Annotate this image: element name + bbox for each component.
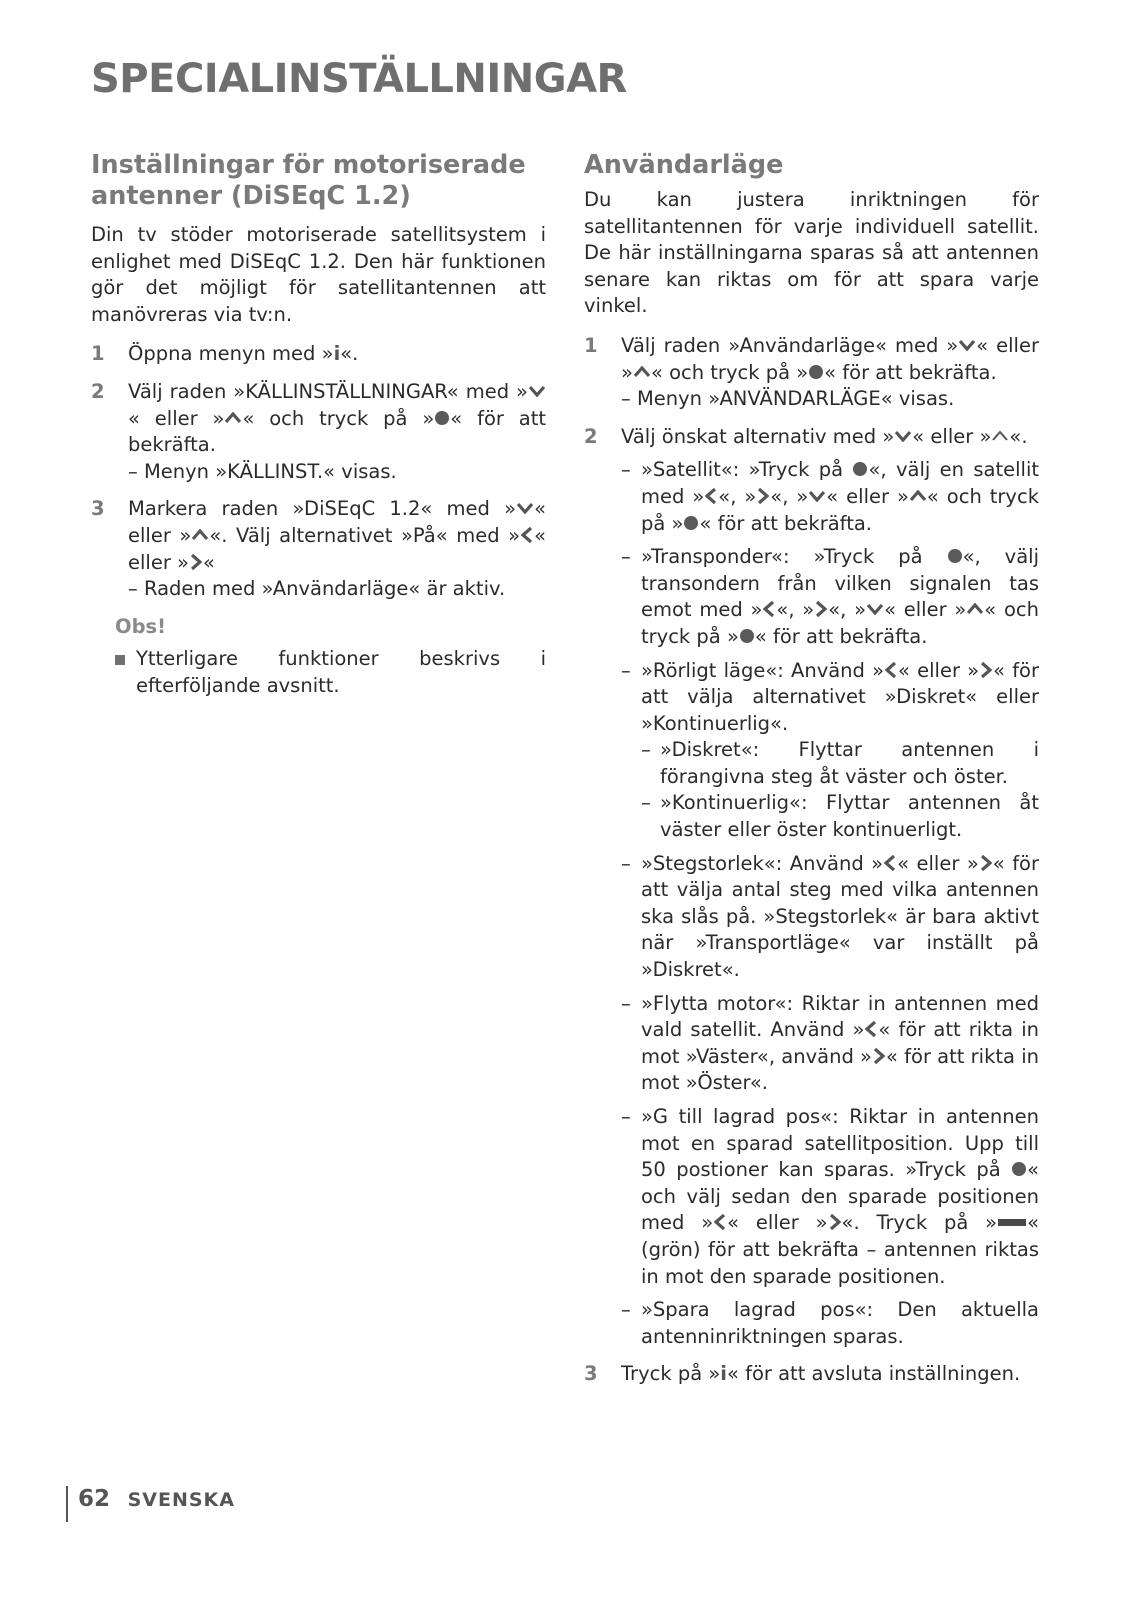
chevron-right-icon: [980, 662, 992, 678]
option-kontinuerlig: – »Kontinuerlig«: Flyttar antennen åt väster eller öster kontinuerligt.: [641, 791, 1039, 842]
option-transponder: – »Transponder«: »Tryck på «, välj transondern från vilken signalen tas emot med » «, » «, » « eller » « och tryck på » « för att bekräfta.: [621, 545, 1039, 648]
page-title: SPECIALINSTÄLLNINGAR: [91, 56, 627, 102]
option-flytta-motor: – »Flytta motor«: Riktar in antennen med vald satellit. Använd » « för att rikta in mot »Väster«, använd » « för att rikta in mot »Öster«.: [621, 991, 1039, 1095]
chevron-up-icon: [910, 490, 926, 502]
chevron-right-icon: [757, 488, 769, 504]
step-text: Öppna menyn med »i«.: [128, 342, 359, 366]
chevron-left-icon: [521, 527, 533, 543]
chevron-down-icon: [529, 385, 545, 397]
note-text: Ytterligare funktioner beskrivs i efterföljande avsnitt.: [136, 647, 546, 697]
square-bullet-icon: [115, 655, 125, 665]
right-column: [584, 150, 1039, 1399]
ok-circle-icon: [853, 462, 867, 476]
chevron-up-icon: [192, 529, 208, 541]
step-2: [91, 379, 546, 485]
chevron-down-icon: [809, 490, 825, 502]
green-button-icon: [998, 1219, 1026, 1226]
option-diskret: – »Diskret«: Flyttar antennen i förangivna steg åt väster och öster.: [641, 738, 1039, 788]
step-text: Tryck på »i« för att avsluta inställningen.: [621, 1362, 1021, 1386]
step-result: – Menyn »KÄLLINST.« visas.: [128, 459, 397, 483]
chevron-left-icon: [884, 855, 896, 871]
chevron-left-icon: [865, 1021, 877, 1037]
ok-circle-icon: [435, 411, 449, 425]
step-3: [584, 1361, 1039, 1388]
step-number: 3: [91, 497, 105, 521]
chevron-right-icon: [829, 1214, 841, 1230]
language-label: SVENSKA: [127, 1489, 235, 1511]
ok-circle-icon: [809, 365, 823, 379]
ok-circle-icon: [948, 549, 962, 563]
chevron-up-icon: [225, 412, 241, 424]
step-1: [91, 341, 546, 368]
step-2: [584, 424, 1039, 1351]
step-result: – Menyn »ANVÄNDARLÄGE« visas.: [621, 387, 955, 411]
chevron-right-icon: [190, 554, 202, 570]
intro-paragraph: Din tv stöder motoriserade satellitsystem i enlighet med DiSEqC 1.2. Den här funktionen gör det möjligt för satellitantennen att manövreras via tv:n.: [91, 223, 546, 326]
step-number: 1: [584, 333, 598, 357]
note-item: [91, 646, 546, 699]
option-stegstorlek: – »Stegstorlek«: Använd » « eller » « för att välja antal steg med vilka antennen ska slås på. »Stegstorlek« är bara aktivt när »Transportläge« var inställt på »Diskret«.: [621, 851, 1040, 982]
chevron-up-icon: [634, 366, 650, 378]
chevron-up-icon: [967, 603, 983, 615]
section-heading-diseqc: Inställningar för motoriserade antenner (DiSEqC 1.2): [91, 150, 526, 211]
ok-circle-icon: [1012, 1162, 1026, 1176]
chevron-right-icon: [980, 855, 992, 871]
left-column: [91, 150, 546, 700]
step-number: 1: [91, 342, 105, 366]
chevron-down-icon: [517, 502, 533, 514]
intro-paragraph: Du kan justera inriktningen för satellitantennen för varje individuell satellit. De här inställningarna sparas så att antennen senare kan riktas om för att spara varje vinkel.: [584, 188, 1039, 318]
chevron-right-icon: [815, 601, 827, 617]
step-number: 2: [584, 424, 598, 448]
step-number: 3: [584, 1362, 598, 1386]
page-footer: [66, 1486, 235, 1522]
info-icon: i: [720, 1362, 727, 1386]
chevron-left-icon: [885, 662, 897, 678]
ok-circle-icon: [684, 516, 698, 530]
step-text: Markera raden »DiSEqC 1.2« med » « eller » «. Välj alternativet »På« med » « eller » «: [128, 497, 546, 574]
chevron-left-icon: [763, 601, 775, 617]
chevron-left-icon: [705, 488, 717, 504]
ok-circle-icon: [740, 629, 754, 643]
page-number: 62: [78, 1486, 111, 1512]
chevron-down-icon: [895, 430, 911, 442]
chevron-up-icon: [992, 430, 1008, 442]
step-3: [91, 496, 546, 602]
note-heading: Obs!: [115, 614, 167, 638]
chevron-right-icon: [873, 1048, 885, 1064]
option-satellit: – »Satellit«: »Tryck på «, välj en satellit med » «, » «, » « eller » « och tryck på » « för att bekräfta.: [621, 458, 1040, 535]
option-spara-lagrad-pos: – »Spara lagrad pos«: Den aktuella antenninriktningen sparas.: [621, 1298, 1039, 1348]
option-g-till-lagrad-pos: – »G till lagrad pos«: Riktar in antennen mot en sparad satellitposition. Upp till 50 postioner kan sparas. »Tryck på « och välj sedan den sparade positionen med » « eller » «. Tryck på » « (grön) för att bekräfta – antennen riktas in mot den sparade positionen.: [621, 1105, 1039, 1288]
step-result: – Raden med »Användarläge« är aktiv.: [128, 577, 506, 601]
chevron-down-icon: [959, 339, 975, 351]
step-number: 2: [91, 379, 105, 403]
option-rorligt-lage: – »Rörligt läge«: Använd » « eller » « för att välja alternativet »Diskret« eller »Kontinuerlig«. – »Diskret«: Flyttar antennen i förangivna steg åt väster och öster. – »Kontinuerlig«: Flyttar antennen åt väster eller öster kontinuerligt.: [621, 658, 1039, 844]
chevron-down-icon: [867, 603, 883, 615]
step-text: Välj raden »KÄLLINSTÄLLNINGAR« med »« eller » « och tryck på » « för att bekräfta.: [128, 379, 546, 457]
section-heading-anvandarlage: Användarläge: [584, 150, 784, 180]
info-icon: i: [333, 342, 341, 366]
step-text: Välj önskat alternativ med » « eller » «.: [621, 424, 1028, 448]
chevron-left-icon: [714, 1214, 726, 1230]
step-text: Välj raden »Användarläge« med » « eller » « och tryck på » « för att bekräfta.: [621, 333, 1039, 384]
step-1: [584, 333, 1039, 413]
